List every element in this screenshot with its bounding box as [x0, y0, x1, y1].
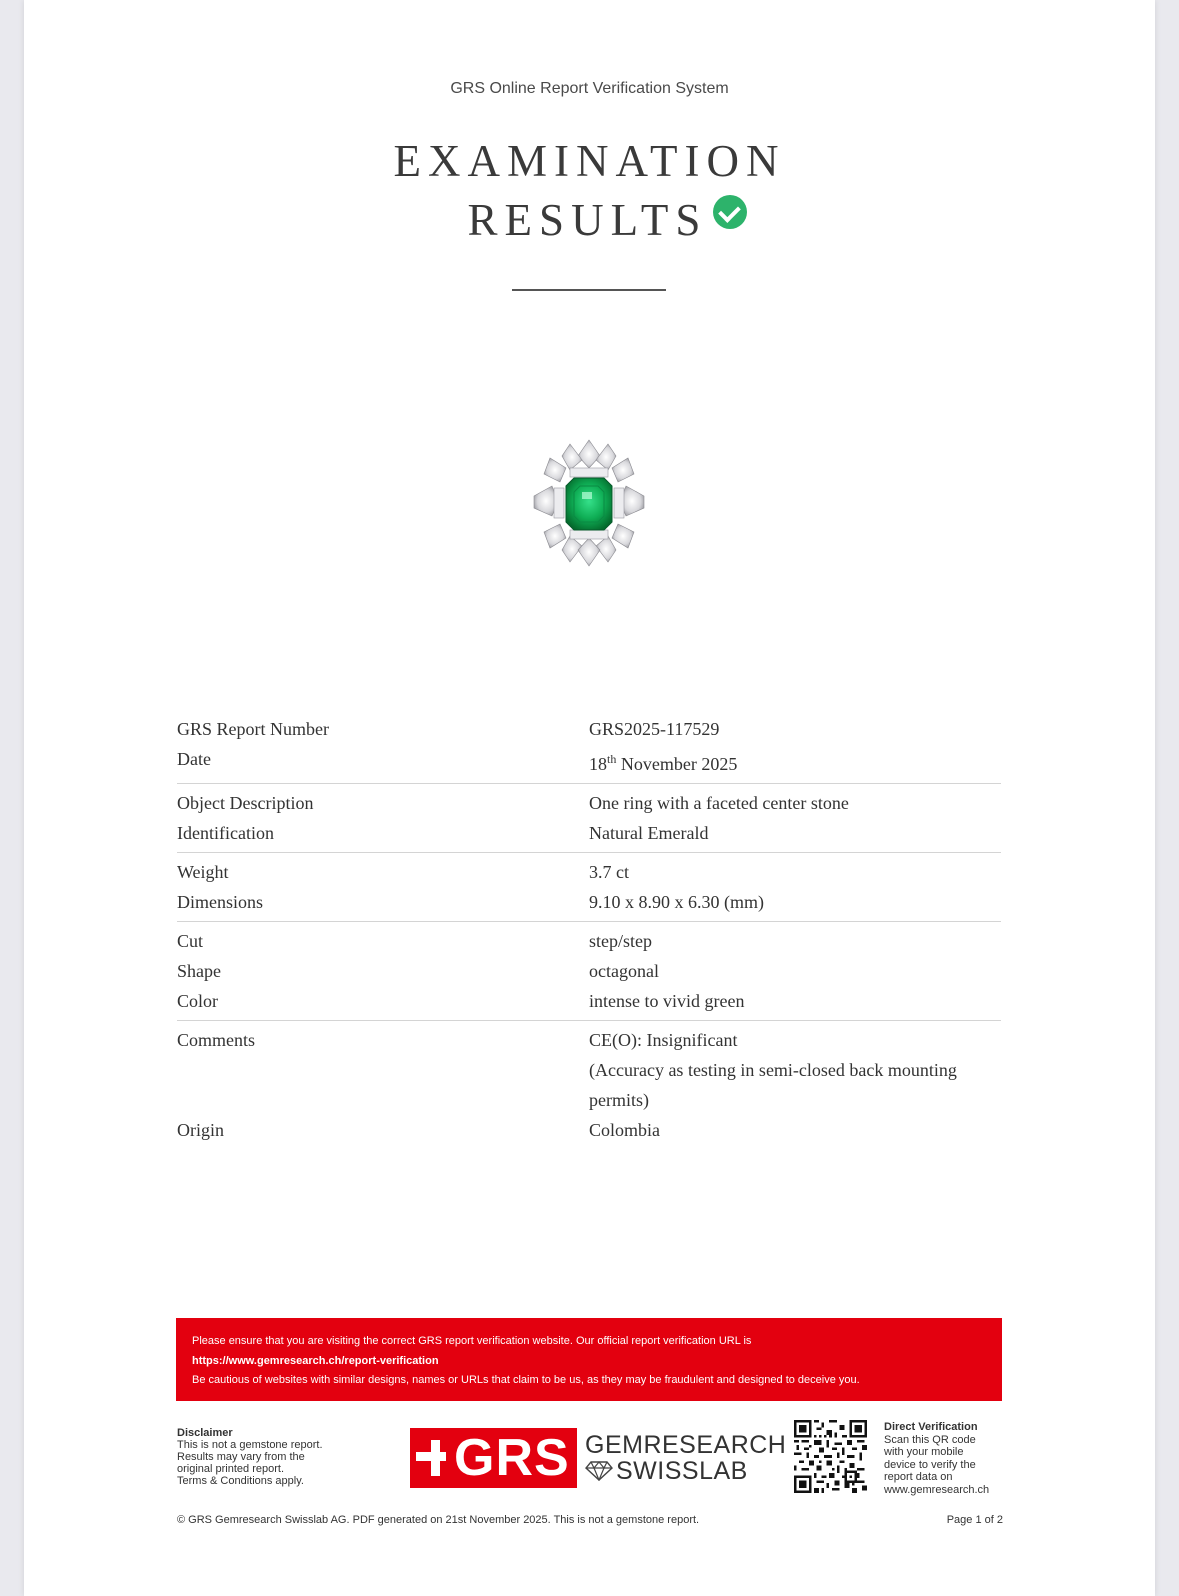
page-title: [24, 132, 1155, 250]
row-value: intense to vivid green: [589, 991, 745, 1011]
row-value: [589, 744, 1001, 779]
details-table: [177, 710, 1001, 1149]
row-value: One ring with a faceted center stone: [589, 793, 849, 813]
page-number: Page 1 of 2: [946, 1514, 1003, 1526]
row-label: Cut: [177, 931, 204, 951]
disclaimer-line: Terms & Conditions apply.: [177, 1475, 304, 1487]
details-group: [177, 922, 1001, 1021]
system-title: GRS Online Report Verification System: [450, 80, 729, 97]
details-group: [177, 784, 1001, 853]
direct-verification-title: Direct Verification: [884, 1421, 978, 1433]
table-row: [177, 926, 1001, 956]
row-label: Weight: [177, 862, 229, 882]
row-label: Origin: [177, 1120, 224, 1140]
title-divider: [512, 289, 666, 291]
row-label: GRS Report Number: [177, 719, 329, 739]
row-value: permits): [589, 1090, 649, 1110]
direct-verification-link[interactable]: www.gemresearch.ch: [884, 1483, 990, 1496]
row-value: CE(O): Insignificant: [589, 1030, 738, 1050]
direct-verification-line: Scan this QR code: [884, 1433, 976, 1446]
row-label: Shape: [177, 961, 221, 981]
disclaimer-title: Disclaimer: [177, 1427, 233, 1439]
row-label: Color: [177, 991, 219, 1011]
row-value: 9.10 x 8.90 x 6.30 (mm): [589, 892, 764, 912]
date-ordinal: th: [607, 752, 617, 766]
row-value: octagonal: [589, 961, 659, 981]
details-group: [177, 710, 1001, 784]
row-label: Comments: [177, 1030, 256, 1050]
grs-logo: [410, 1428, 787, 1488]
date-day: 18: [589, 754, 607, 774]
heading-line-2-text: RESULTS: [467, 195, 708, 245]
disclaimer-line: Results may vary from the: [177, 1451, 305, 1463]
footer-copyright: © GRS Gemresearch Swisslab AG. PDF generated on 21st November 2025. This is not a gemstone report.: [177, 1514, 700, 1526]
disclaimer-line: original printed report.: [177, 1463, 285, 1475]
row-value: 3.7 ct: [589, 862, 629, 882]
table-row: [177, 857, 1001, 887]
diamond-icon: [585, 1461, 613, 1481]
table-row: [177, 818, 1001, 848]
row-label: Object Description: [177, 793, 314, 813]
direct-verification-line: report data on: [884, 1471, 953, 1483]
logo-swisslab-row: [585, 1457, 748, 1485]
details-group: [177, 1021, 1001, 1149]
row-label: Dimensions: [177, 892, 264, 912]
direct-verification-line: device to verify the: [884, 1458, 976, 1471]
disclaimer-line: This is not a gemstone report.: [177, 1439, 323, 1451]
qr-code[interactable]: [794, 1420, 867, 1493]
grs-logo-box: [410, 1428, 577, 1488]
direct-verification-line: with your mobile: [884, 1446, 964, 1458]
table-row: [177, 788, 1001, 818]
banner-line-3: Be cautious of websites with similar designs, names or URLs that claim to be us, as they may be fraudulent and designed to deceive you.: [192, 1374, 860, 1386]
row-label: [177, 1085, 589, 1115]
table-row: [177, 744, 1001, 779]
row-value: Natural Emerald: [589, 823, 709, 843]
disclaimer: [177, 1427, 377, 1487]
swiss-cross-icon: [416, 1440, 446, 1476]
warning-banner: [176, 1318, 1002, 1401]
date-month-year: November 2025: [616, 754, 738, 774]
table-row: [177, 956, 1001, 986]
heading-line-2: [24, 191, 1155, 250]
banner-line-1: Please ensure that you are visiting the correct GRS report verification website. Our official report verification URL is: [192, 1335, 752, 1347]
table-row: [177, 1085, 1001, 1115]
table-row: [177, 1025, 1001, 1055]
table-row: [177, 986, 1001, 1016]
report-page: [24, 0, 1155, 1596]
table-row: [177, 887, 1001, 917]
heading-line-1: EXAMINATION: [393, 136, 786, 186]
row-value: Colombia: [589, 1120, 660, 1140]
logo-gemresearch: GEMRESEARCH: [585, 1431, 787, 1459]
row-label: Identification: [177, 823, 274, 843]
verification-url-link[interactable]: https://www.gemresearch.ch/report-verification: [192, 1354, 439, 1367]
check-circle-icon: [713, 195, 747, 229]
table-row: [177, 1115, 1001, 1145]
row-label: Date: [177, 749, 211, 769]
grs-logo-text: GRS: [454, 1429, 570, 1487]
row-label: [177, 1055, 589, 1085]
table-row: [177, 1055, 1001, 1085]
row-value: step/step: [589, 931, 652, 951]
direct-verification: [884, 1421, 1014, 1496]
table-row: [177, 714, 1001, 744]
logo-swisslab: SWISSLAB: [616, 1457, 748, 1485]
row-value: (Accuracy as testing in semi-closed back mounting: [589, 1060, 957, 1080]
row-value: GRS2025-117529: [589, 719, 720, 739]
emerald-ring-image: [530, 438, 648, 568]
details-group: [177, 853, 1001, 922]
